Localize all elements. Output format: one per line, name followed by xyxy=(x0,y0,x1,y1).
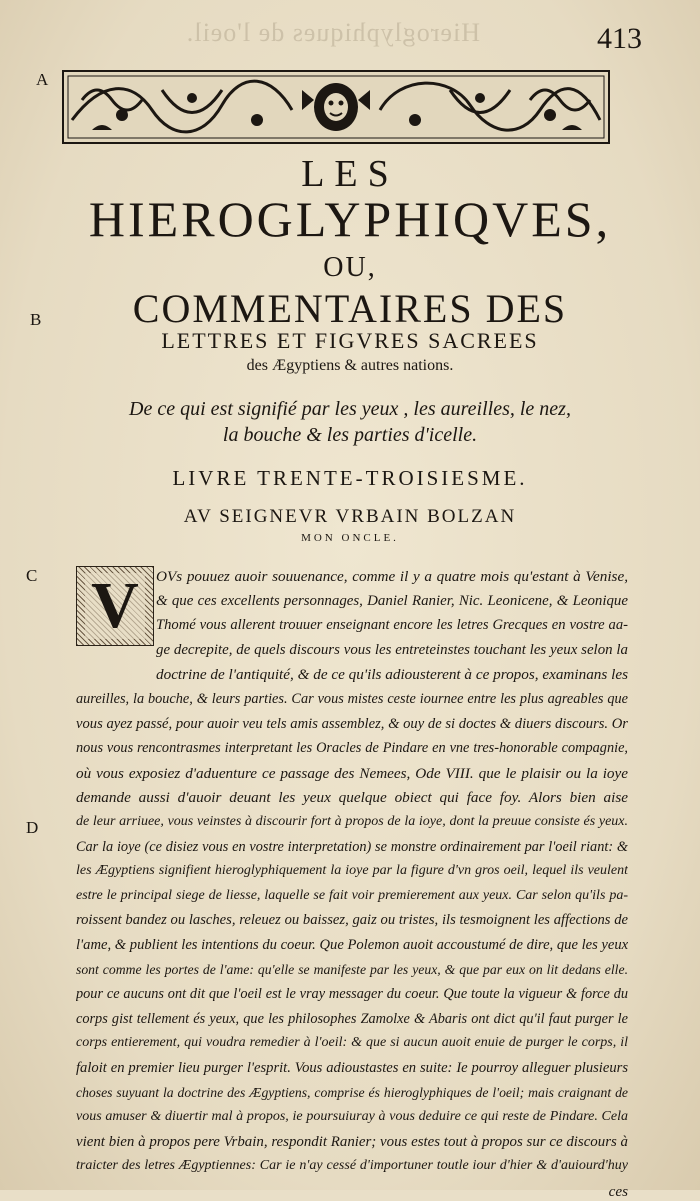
book-heading: LIVRE TRENTE-TROISIESME. xyxy=(172,466,528,490)
dedication-subheading: MON ONCLE. xyxy=(301,532,399,544)
title-hieroglyphiques: HIEROGLYPHIQVES, xyxy=(88,191,612,247)
body-line: les Ægyptiens signifient hieroglyphiquement la ioye par la figure d'vn gros oeil, lequel ils veulent xyxy=(76,863,628,879)
body-line: ge decrepite, de quels discours vous les entreteinstes touchant les yeux selon la xyxy=(156,641,628,658)
subtitle-line-2: la bouche & les parties d'icelle. xyxy=(222,424,478,446)
bleed-through-text: Hieroglyphiques de l'oeil. xyxy=(185,18,480,47)
margin-letter-d: D xyxy=(26,818,39,837)
body-line: vient bien à propos pere Vrbain, respondit Ranier; vous estes tout à propos sur ce discours à xyxy=(76,1133,628,1150)
body-line: nous vous rencontrasmes interpretant les Oracles de Pindare en vne tres-honorable compagnie, xyxy=(76,740,628,757)
dedication-heading: AV SEIGNEVR VRBAIN BOLZAN xyxy=(183,506,517,527)
body-line: où vous exposiez d'aduenture ce passage des Nemees, Ode VIII. que le plaisir ou la ioye xyxy=(76,764,628,782)
body-line: pour ce aucuns ont dit que l'oeil est le vray messager du coeur. Que toute la vigueur & force du xyxy=(76,986,628,1003)
body-line: doctrine de l'antiquité, & de ce qu'ils adiousterent à ce propos, examinans les xyxy=(156,666,628,684)
body-line: sont comme les portes de l'ame: qu'elle se manifeste par les yeux, & que par eux on lit dedans elle. xyxy=(76,961,628,977)
body-line: OVs pouuez auoir souuenance, comme il y a quatre mois qu'estant à Venise, xyxy=(156,568,628,585)
body-line: l'ame, & publient les intentions du coeur. Que Polemon auoit accoustumé de dire, que les yeux xyxy=(76,937,628,953)
body-line: vous ayez passé, pour auoir veu tels amis assemblez, & ouy de si doctes & diuers discours. Or xyxy=(76,715,628,732)
body-line: choses suyuant la doctrine des Ægyptiens, comprise és hieroglyphiques de l'oeil; mais craignant de xyxy=(76,1084,628,1100)
body-line: vous amuser & diuertir mal à propos, ie poursuiuray à vous deduire ce qui reste de Pindare. Cela xyxy=(76,1109,628,1125)
body-line: corps gist tellement és yeux, que les philosophes Zamolxe & Abaris ont dict qu'il faut purger le xyxy=(76,1010,628,1027)
body-line: roissent bandez ou lasches, releuez ou baissez, gaiz ou tristes, ils tesmoignent les affections de xyxy=(76,912,628,929)
margin-letter-a: A xyxy=(36,70,49,89)
drop-cap-initial xyxy=(76,566,154,646)
body-line: Car la ioye (ce disiez vous en vostre interpretation) se monstre ordinairement par l'oeil riant: & xyxy=(76,838,628,855)
ornamental-headpiece xyxy=(62,70,610,144)
body-line: faloit en premier lieu purger l'esprit. Vous adioustastes en suite: Ie pourroy alleguer plusieurs xyxy=(76,1060,628,1076)
title-ou: OU, xyxy=(323,252,377,283)
title-lettres: LETTRES ET FIGVRES SACREES xyxy=(161,328,539,353)
title-nations: des Ægyptiens & autres nations. xyxy=(246,357,454,374)
margin-letter-c: C xyxy=(26,566,38,585)
margin-letter-b: B xyxy=(30,310,42,329)
body-line: estre le principal siege de liesse, laquelle se fait voir premierement aux yeux. Car selon qu'ils pa- xyxy=(76,887,628,903)
body-line: ces xyxy=(608,1183,628,1200)
body-line: aureilles, la bouche, & leurs parties. Car vous mistes ceste iournee entre les plus agreables que xyxy=(76,691,628,707)
page-number: 413 xyxy=(597,22,642,55)
drop-cap-letter: V xyxy=(85,573,145,639)
title-commentaires: COMMENTAIRES DES xyxy=(132,286,568,331)
body-line: & que ces excellents personnages, Daniel Ranier, Nic. Leonicene, & Leonique xyxy=(156,592,628,609)
body-line: de leur arriuee, vous veinstes à discourir fort à propos de la ioye, dont la preuue consiste és yeux. xyxy=(76,814,628,829)
body-line: Thomé vous allerent trouuer enseignant encore les letres Grecques en vostre aa- xyxy=(156,617,628,634)
subtitle-line-1: De ce qui est signifié par les yeux , les aureilles, le nez, xyxy=(129,398,571,420)
body-line: traicter des letres Ægyptiennes: Car ie n'ay cessé d'importuner toutle iour d'hier & d'auiourd'huy xyxy=(76,1158,628,1174)
body-line: corps entierement, qui voudra remedier à l'oeil: & que si aucun auoit enuie de purger le corps, il xyxy=(76,1035,628,1051)
title-les: LES xyxy=(301,153,399,195)
body-line: demande aussi d'auoir deuant les yeux quelque obiect qui face foy. Alors bien aise xyxy=(76,789,628,807)
